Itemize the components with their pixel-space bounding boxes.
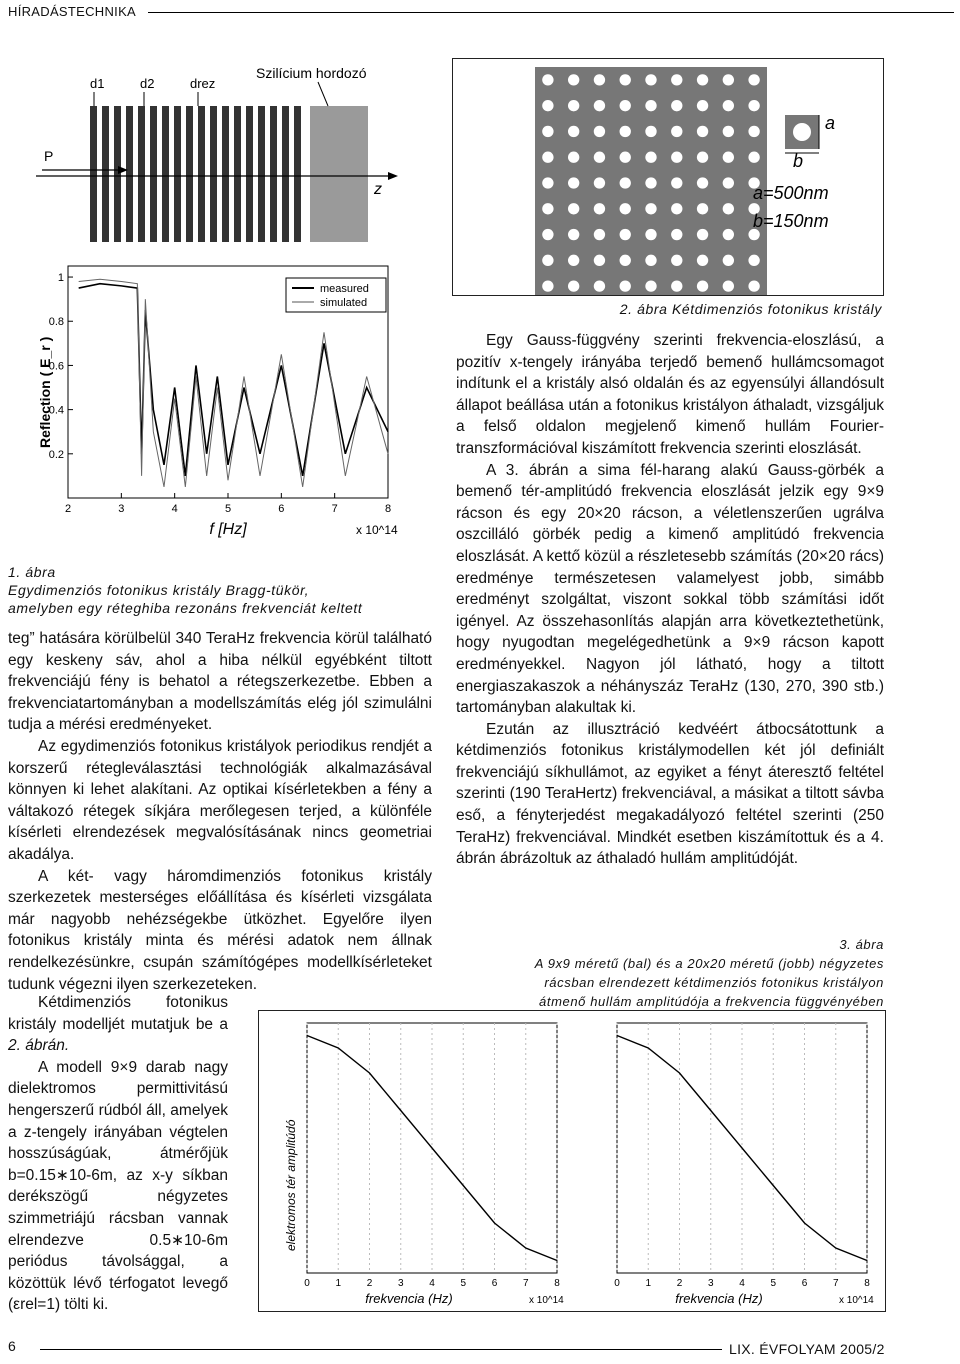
fig3-x-tick-label: 6 xyxy=(491,1278,498,1289)
fig2-rod xyxy=(542,177,553,188)
layer-stripe xyxy=(246,106,253,242)
fig3-x-tick-label: 7 xyxy=(832,1278,839,1289)
volume-info: LIX. ÉVFOLYAM 2005/2 xyxy=(729,1341,885,1357)
fig2-rod xyxy=(594,203,605,214)
fig2-rod xyxy=(568,177,579,188)
fig2-rod xyxy=(620,177,631,188)
layer-stripe xyxy=(234,106,241,242)
fig1-label-drez: drez xyxy=(190,76,216,91)
figure1-reflection-chart xyxy=(28,258,428,548)
layer-stripe xyxy=(186,106,193,242)
figure3-caption-number: 3. ábra xyxy=(839,937,884,952)
fig1-x-tick-label: 7 xyxy=(331,503,338,515)
fig2-rod xyxy=(671,255,682,266)
fig2-a-value: a=500nm xyxy=(753,183,829,203)
figure3-frame xyxy=(258,1010,886,1312)
fig3-x-tick-label: 3 xyxy=(397,1278,404,1289)
layer-stripe xyxy=(126,106,133,242)
fig2-rod xyxy=(748,152,759,163)
figure1-caption-line2: amelyben egy réteghiba rezonáns frekvenciát keltett xyxy=(8,600,363,616)
fig1-x-tick-label: 2 xyxy=(64,503,72,515)
fig2-rod xyxy=(671,152,682,163)
fig2-rod xyxy=(594,280,605,291)
fig2-rod xyxy=(697,152,708,163)
fig2-rod xyxy=(645,74,656,85)
fig2-rod xyxy=(748,74,759,85)
fig2-rod xyxy=(671,229,682,240)
fig2-rod xyxy=(723,100,734,111)
layer-stripe xyxy=(198,106,205,242)
fig1-y-tick-label: 0.2 xyxy=(48,448,64,461)
fig2-rod xyxy=(748,126,759,137)
fig3-x-tick-label: 1 xyxy=(645,1278,652,1289)
fig2-rod xyxy=(568,152,579,163)
fig2-rod xyxy=(542,152,553,163)
fig2-rod xyxy=(697,255,708,266)
fig2-rod xyxy=(620,229,631,240)
fig2-rod xyxy=(748,280,759,291)
fig1-x-tick-label: 6 xyxy=(278,503,285,515)
fig2-rod xyxy=(645,177,656,188)
fig3-multiplier-left: x 10^14 xyxy=(529,1295,564,1306)
figure2-caption: 2. ábra Kétdimenziós fotonikus kristály xyxy=(619,301,882,317)
fig2-rod xyxy=(594,152,605,163)
left-paragraph-3: A két- vagy háromdimenziós fotonikus kristály szerkezetek mesterséges előállítása és kísérleti vizsgálata már nagyobb nehézségekbe ütközhet. Egyelőre ilyen fotonikus kristály minta és mérési adatok nem állnak rendelkezésünkre, csupán számítógépes modellkísérleteket tudunk végezni ilyen szerkezeteken. xyxy=(8,867,432,993)
layer-stripe xyxy=(294,106,301,242)
fig1-ylabel: Reflection ( E_r ) xyxy=(37,336,53,448)
fig1-x-tick-label: 5 xyxy=(224,503,232,515)
fig3-multiplier-right: x 10^14 xyxy=(839,1295,874,1306)
fig2-rod xyxy=(748,255,759,266)
fig2-rod xyxy=(723,203,734,214)
figure1-caption xyxy=(8,563,438,617)
fig3-x-tick-label: 5 xyxy=(770,1278,777,1289)
right-paragraph-2: A 3. ábrán a sima fél-harang alakú Gauss-görbék a bemenő tér-amplitúdó frekvencia eloszlását jelzik egy 9×9 rácson és egy 20×20 rácson, a véletlenszerűen ugrálva oszcilláló görbék pedig a kimenő amplitúdó frekvencia eloszlását. A kettő közül a részletesebb számítás (20×20 rács) eredménye természetesen valamelyest jobb, simább eredményt szolgáltat, viszont sokkal több számítási időt igényel. Az összehasonlítás alapján arra következtethetünk, hogy nyugodtan megelégedhetünk a 9×9 rácson kapott eredményekkel. Nagyon jól látható, hogy a tiltott energiaszakaszok a néhányszáz TeraHz (130, 270, 390 stb.) tartományban alakultak ki. xyxy=(456,461,884,717)
fig3-xlabel-left: frekvencia (Hz) xyxy=(365,1291,453,1306)
fig3-x-tick-label: 3 xyxy=(707,1278,714,1289)
fig3-x-tick-label: 2 xyxy=(366,1278,373,1289)
fig1-y-tick-label: 1 xyxy=(57,272,64,285)
fig2-rod xyxy=(620,280,631,291)
fig2-rod xyxy=(671,74,682,85)
fig2-b-value: b=150nm xyxy=(753,211,829,231)
fig3-xlabel-right: frekvencia (Hz) xyxy=(675,1291,763,1306)
fig2-rod xyxy=(748,100,759,111)
left-paragraph-1: teg” hatására körülbelül 340 TeraHz frekvencia körül található egy keskeny sáv, ahol a hiba nélkül egyébként tiltott frekvenciájú fény is behatol a rétegszerkezetbe. Ebben a frekvenciatartományban a modellszámítás elég jól szimulálni tudja a mérési eredményeket. xyxy=(8,630,432,734)
layer-stripe xyxy=(102,106,109,242)
layer-stripe xyxy=(162,106,169,242)
fig2-rod xyxy=(594,177,605,188)
fig1-x-tick-label: 3 xyxy=(118,503,125,515)
fig2-label-b: b xyxy=(793,151,804,171)
fig2-rod xyxy=(542,255,553,266)
page-number: 6 xyxy=(8,1338,16,1354)
fig3-x-tick-label: 8 xyxy=(864,1278,870,1289)
fig2-rod xyxy=(568,74,579,85)
figure3-caption-line2: rácsban elrendezett kétdimenziós fotonikus kristályon xyxy=(544,975,884,990)
layer-stripe xyxy=(258,106,265,242)
narrow-p1-text: Kétdimenziós fotonikus kristály modelljét mutatjuk be a xyxy=(8,994,228,1033)
fig3-x-tick-label: 0 xyxy=(614,1278,620,1289)
fig3-x-tick-label: 4 xyxy=(739,1278,745,1289)
fig2-rod xyxy=(697,177,708,188)
fig2-rod xyxy=(723,126,734,137)
fig2-rod xyxy=(697,203,708,214)
fig2-rod xyxy=(697,74,708,85)
fig2-rod xyxy=(671,203,682,214)
layer-stripe xyxy=(210,106,217,242)
layer-stripe xyxy=(222,106,229,242)
fig2-rod xyxy=(542,74,553,85)
narrow-paragraph-1 xyxy=(8,992,228,1057)
fig1-y-tick-label: 0.4 xyxy=(48,404,64,417)
fig2-rod xyxy=(568,280,579,291)
fig3-x-tick-label: 1 xyxy=(335,1278,342,1289)
narrow-column xyxy=(8,992,228,1316)
fig2-rod xyxy=(645,255,656,266)
fig1-label-d2: d2 xyxy=(140,76,155,91)
fig2-rod xyxy=(645,280,656,291)
figure3-caption-line1: A 9x9 méretű (bal) és a 20x20 méretű (jobb) négyzetes xyxy=(534,956,884,971)
narrow-p1-ref: 2. ábrán. xyxy=(8,1037,70,1055)
fig2-rod xyxy=(594,229,605,240)
footer-rule xyxy=(40,1349,722,1350)
left-column xyxy=(8,628,432,995)
layer-stripe xyxy=(114,106,121,242)
layer-stripe xyxy=(138,106,145,242)
fig3-x-tick-label: 2 xyxy=(676,1278,683,1289)
fig2-rod xyxy=(697,229,708,240)
right-column xyxy=(456,330,884,870)
fig2-rod xyxy=(645,229,656,240)
fig1-x-multiplier: x 10^14 xyxy=(356,523,398,537)
fig2-rod xyxy=(645,152,656,163)
fig3-ylabel: elektromos tér amplitúdó xyxy=(284,1119,298,1251)
fig1-legend-measured: measured xyxy=(320,283,369,295)
narrow-paragraph-2: A modell 9×9 darab nagy dielektromos permittivitású hengerszerű rúdból áll, amelyek a z-tengely irányában végtelen hosszúságúak, átmérőjük b=0.15∗10-6m, az x-y síkban derékszögű négyzetes szimmetriájú rácsban vannak elrendezve 0.5∗10-6m periódus távolsággal, a közöttük lévő térfogatot levegő (εrel=1) tölti ki. xyxy=(8,1058,228,1314)
fig1-x-tick-label: 4 xyxy=(171,503,178,515)
figure1-caption-number: 1. ábra xyxy=(8,564,56,580)
fig1-label-z: z xyxy=(374,181,382,198)
fig1-x-tick-label: 8 xyxy=(384,503,392,515)
layer-stripe xyxy=(174,106,181,242)
fig2-rod xyxy=(594,74,605,85)
figure3-caption-line3: átmenő hullám amplitúdója a frekvencia függvényében xyxy=(539,994,884,1009)
fig1-label-silicon: Szilícium hordozó xyxy=(256,65,367,81)
layer-stripe xyxy=(270,106,277,242)
layer-stripe xyxy=(150,106,157,242)
fig3-x-tick-label: 8 xyxy=(554,1278,560,1289)
figure2-frame xyxy=(452,58,884,296)
fig1-label-P: P xyxy=(44,148,54,164)
fig2-rod xyxy=(671,126,682,137)
right-paragraph-3: Ezután az illusztráció kedvéért átbocsátottunk a kétdimenziós fotonikus kristálymodellen két jól definiált frekvenciájú síkhullámot, az egyiket a fényt áteresztő feltétel szerinti (190 TeraHertz) frekvenciával, a másikat a tiltott sávba eső, a fényterjedést megakadályozó feltétel szerinti (250 TeraHz) frekvenciával. Mindkét esetben kiszámítottuk és a 4. ábrán ábrázoltuk az áthaladó hullám amplitúdóját. xyxy=(456,720,884,868)
fig2-rod xyxy=(568,255,579,266)
fig2-rod xyxy=(645,203,656,214)
fig2-rod xyxy=(568,126,579,137)
fig2-rod xyxy=(542,203,553,214)
fig2-rod xyxy=(723,255,734,266)
fig2-rod xyxy=(542,229,553,240)
fig3-x-tick-label: 6 xyxy=(801,1278,808,1289)
fig2-rod xyxy=(594,255,605,266)
header-rule xyxy=(148,12,954,13)
fig3-x-tick-label: 7 xyxy=(522,1278,529,1289)
right-paragraph-1: Egy Gauss-függvény szerinti frekvencia-eloszlású, a pozitív x-tengely irányába terjedő bemenő hullámcsomagot indítunk el a kristály alsó oldalán és az egyensúlyi állandósult állapot beállása után a fotonikus kristályon áthaladt, vizsgáljuk a felső oldalon megjelenő kimenő hullám Fourier-transzformációval kiszámított frekvencia szerinti eloszlását. xyxy=(456,332,884,457)
fig2-rod xyxy=(671,100,682,111)
fig2-rod xyxy=(620,74,631,85)
layer-stripe xyxy=(282,106,289,242)
fig3-x-tick-label: 5 xyxy=(460,1278,467,1289)
fig2-rod xyxy=(620,100,631,111)
fig2-rod xyxy=(594,100,605,111)
fig1-label-d1: d1 xyxy=(90,76,105,91)
fig2-rod xyxy=(723,152,734,163)
fig3-x-tick-label: 0 xyxy=(304,1278,310,1289)
figure1-caption-line1: Egydimenziós fotonikus kristály Bragg-tükör, xyxy=(8,582,310,598)
fig1-y-tick-label: 0.6 xyxy=(48,360,64,373)
fig2-rod xyxy=(542,280,553,291)
fig3-x-tick-label: 4 xyxy=(429,1278,435,1289)
fig2-rod xyxy=(723,177,734,188)
fig1-y-tick-label: 0.8 xyxy=(48,316,64,329)
fig2-label-a: a xyxy=(825,113,836,133)
fig2-rod xyxy=(697,100,708,111)
fig2-rod xyxy=(671,177,682,188)
fig2-rod xyxy=(620,152,631,163)
fig1-xlabel: f [Hz] xyxy=(209,521,247,538)
fig2-rod xyxy=(568,229,579,240)
fig2-rod xyxy=(542,100,553,111)
fig2-rod xyxy=(620,203,631,214)
left-paragraph-2: Az egydimenziós fotonikus kristályok periodikus rendjét a korszerű rétegleválasztási technológiák alkalmazásával könnyen ki lehet alakítani. Az optikai kísérletekben a fény a váltakozó rétegek síkjára merőlegesen terjed, a különféle kísérleti elrendezések megvalósításának nincs geometriai akadálya. xyxy=(8,737,432,863)
fig2-rod xyxy=(542,126,553,137)
fig2-rod xyxy=(723,280,734,291)
fig2-rod xyxy=(645,126,656,137)
running-title: HÍRADÁSTECHNIKA xyxy=(8,4,137,19)
figure3-caption xyxy=(440,935,884,1011)
fig2-rod xyxy=(620,255,631,266)
figure1-layer-diagram xyxy=(28,64,404,250)
fig2-rod xyxy=(620,126,631,137)
fig2-rod xyxy=(645,100,656,111)
fig2-rod xyxy=(568,100,579,111)
fig2-rod xyxy=(594,126,605,137)
fig1-legend-simulated: simulated xyxy=(320,297,368,309)
fig2-rod xyxy=(723,74,734,85)
fig2-rod xyxy=(671,280,682,291)
fig2-rod xyxy=(697,126,708,137)
layer-stripe xyxy=(90,106,97,242)
fig2-rod xyxy=(697,280,708,291)
fig2-rod xyxy=(723,229,734,240)
fig2-rod xyxy=(568,203,579,214)
